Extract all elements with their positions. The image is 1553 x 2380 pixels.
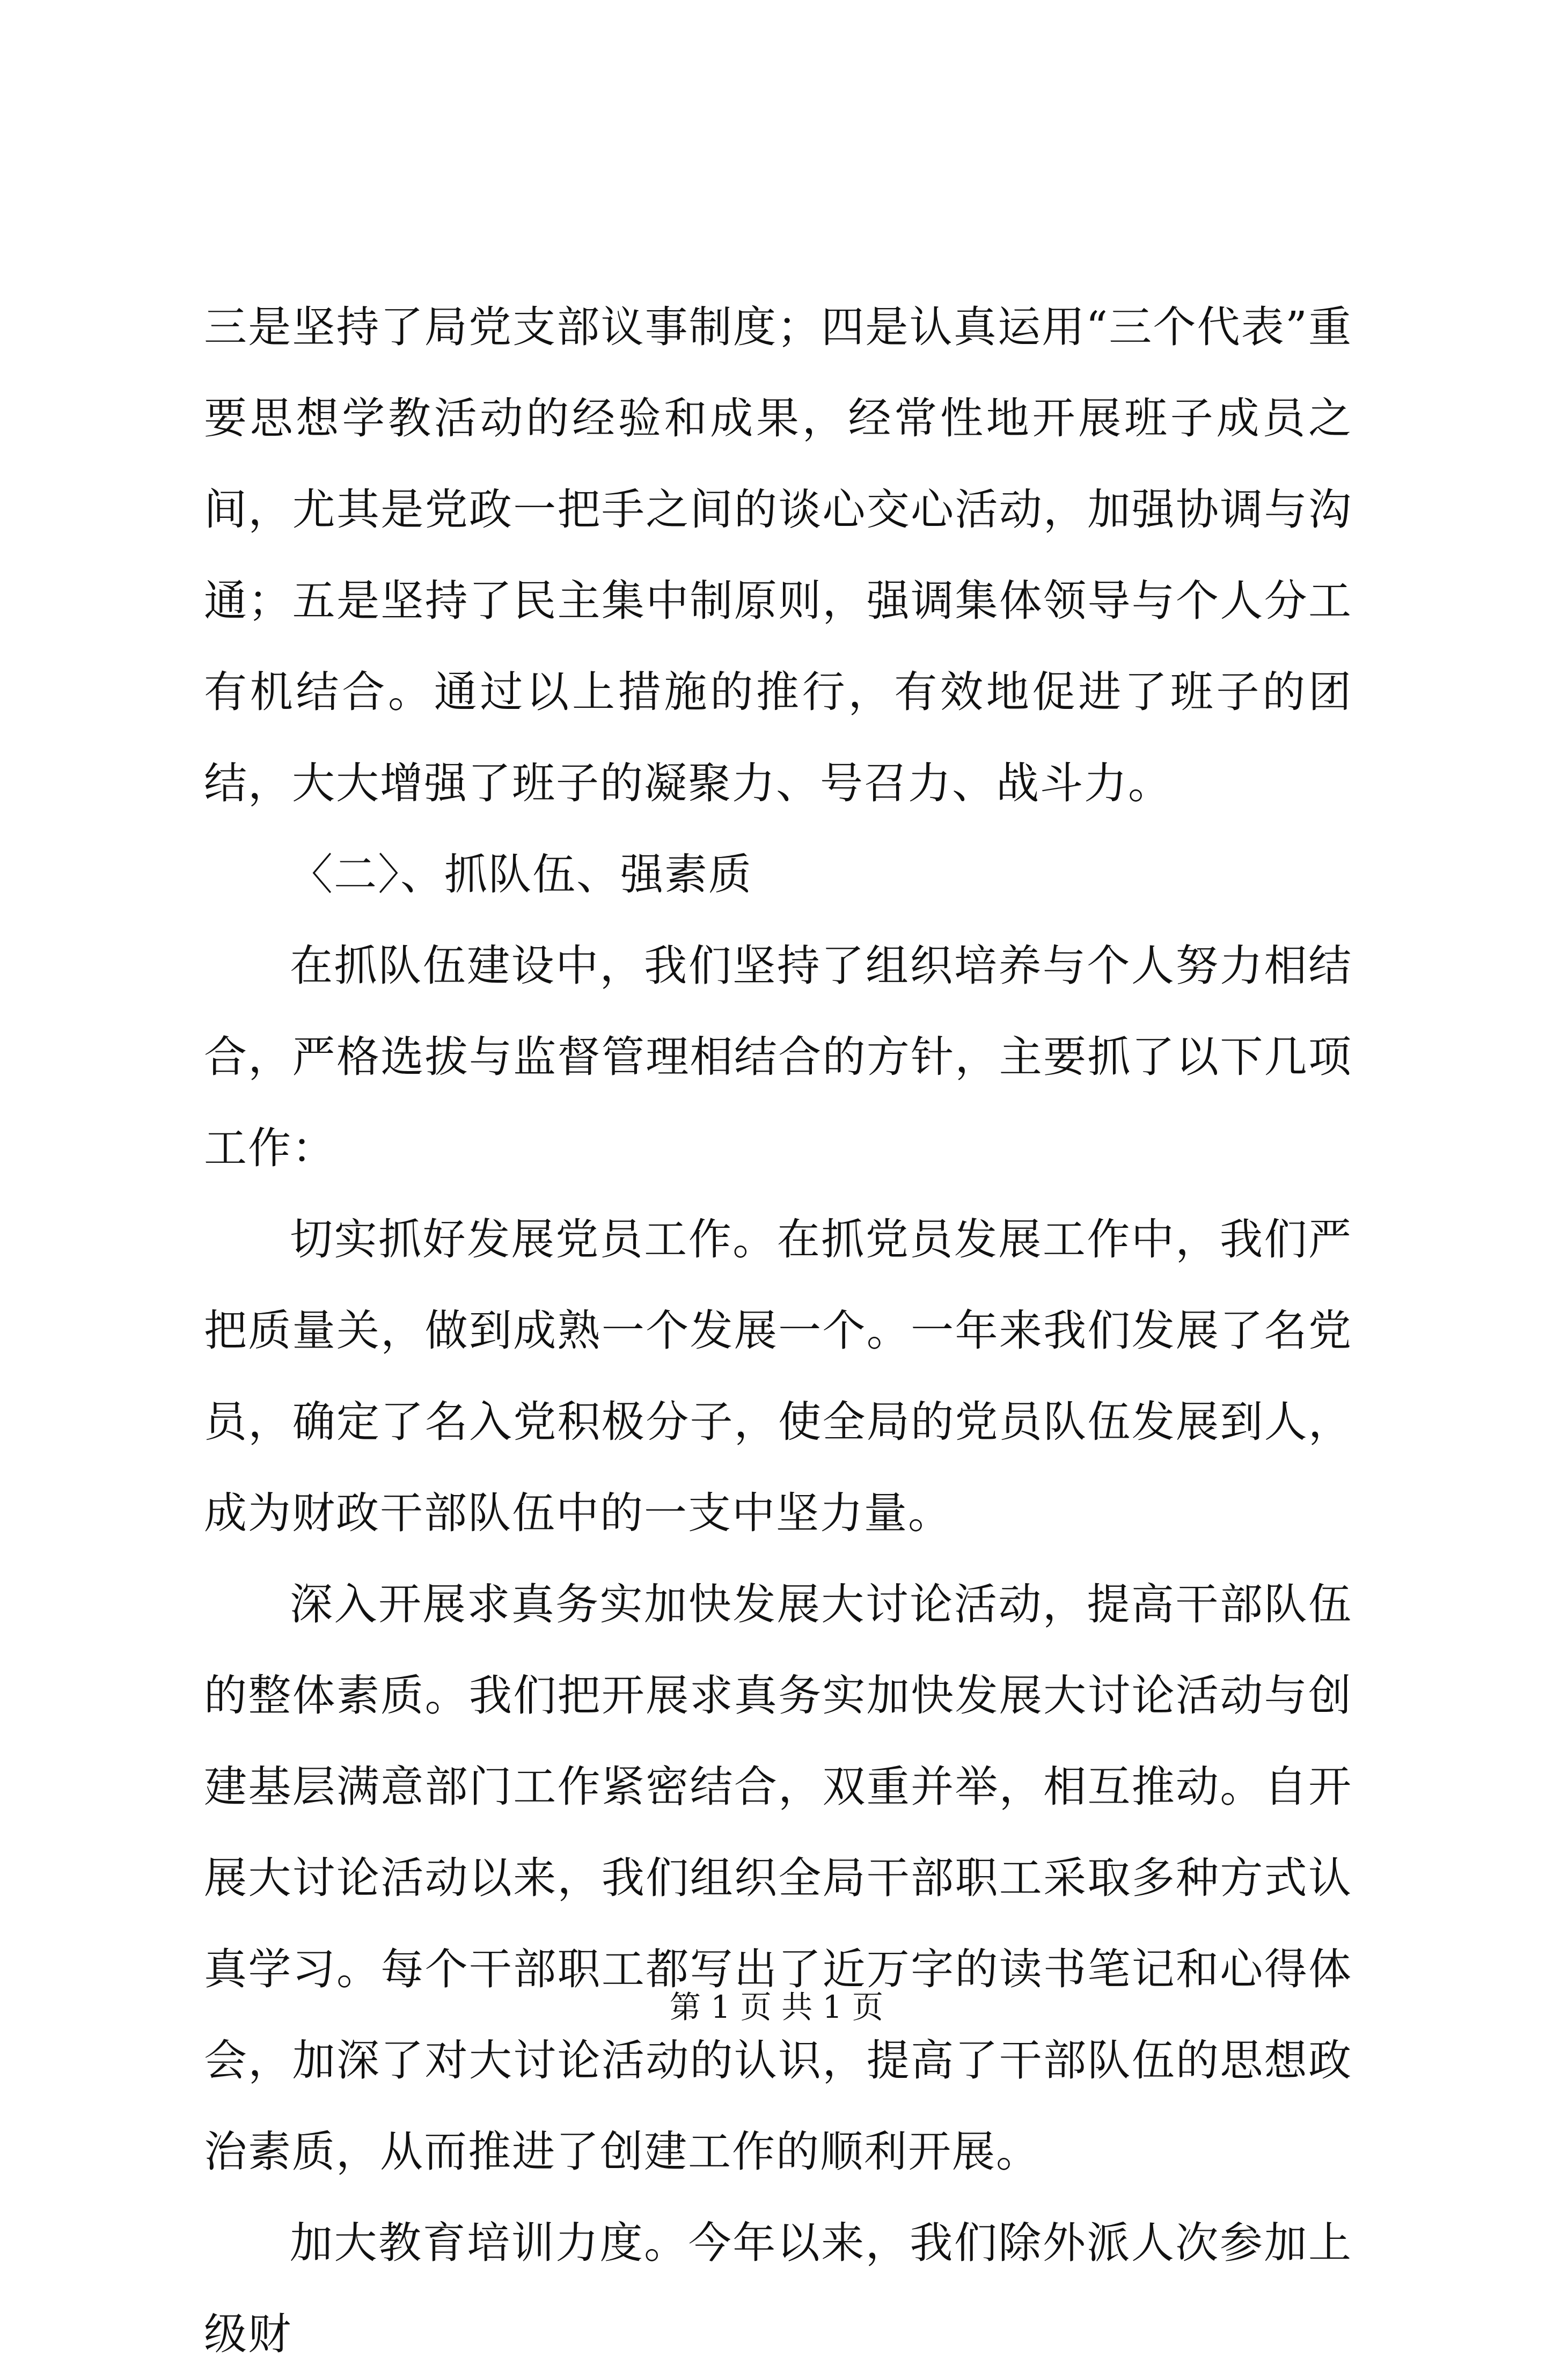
document-body (204, 282, 1352, 2380)
paragraph-continuation: 三是坚持了局党支部议事制度；四是认真运用“三个代表”重要思想学教活动的经验和成果，经常性地开展班子成员之间，尤其是党政一把手之间的谈心交心活动，加强协调与沟通；五是坚持了民主集中制原则，强调集体领导与个人分工有机结合。通过以上措施的推行，有效地促进了班子的团结，大大增强了班子的凝聚力、号召力、战斗力。 (204, 302, 1352, 808)
paragraph-training: 加大教育培训力度。今年以来，我们除外派人次参加上级财 (204, 2218, 1352, 2359)
paragraph-party-members: 切实抓好发展党员工作。在抓党员发展工作中，我们严把质量关，做到成熟一个发展一个。一年来我们发展了名党员，确定了名入党积极分子，使全局的党员队伍发展到人，成为财政干部队伍中的一支中坚力量。 (204, 1214, 1352, 1538)
paragraph-discussion-activity: 深入开展求真务实加快发展大讨论活动，提高干部队伍的整体素质。我们把开展求真务实加快发展大讨论活动与创建基层满意部门工作紧密结合，双重并举，相互推动。自开展大讨论活动以来，我们组织全局干部职工采取多种方式认真学习。每个干部职工都写出了近万字的读书笔记和心得体会，加深了对大讨论活动的认识，提高了干部队伍的思想政治素质，从而推进了创建工作的顺利开展。 (204, 1579, 1352, 2177)
paragraph-team-building: 在抓队伍建设中，我们坚持了组织培养与个人努力相结合，严格选拔与监督管理相结合的方针，主要抓了以下几项工作： (204, 941, 1352, 1173)
page-footer: 第 1 页 共 1 页 (670, 1989, 883, 2025)
section-heading: 〈二〉、抓队伍、强素质 (290, 850, 752, 899)
